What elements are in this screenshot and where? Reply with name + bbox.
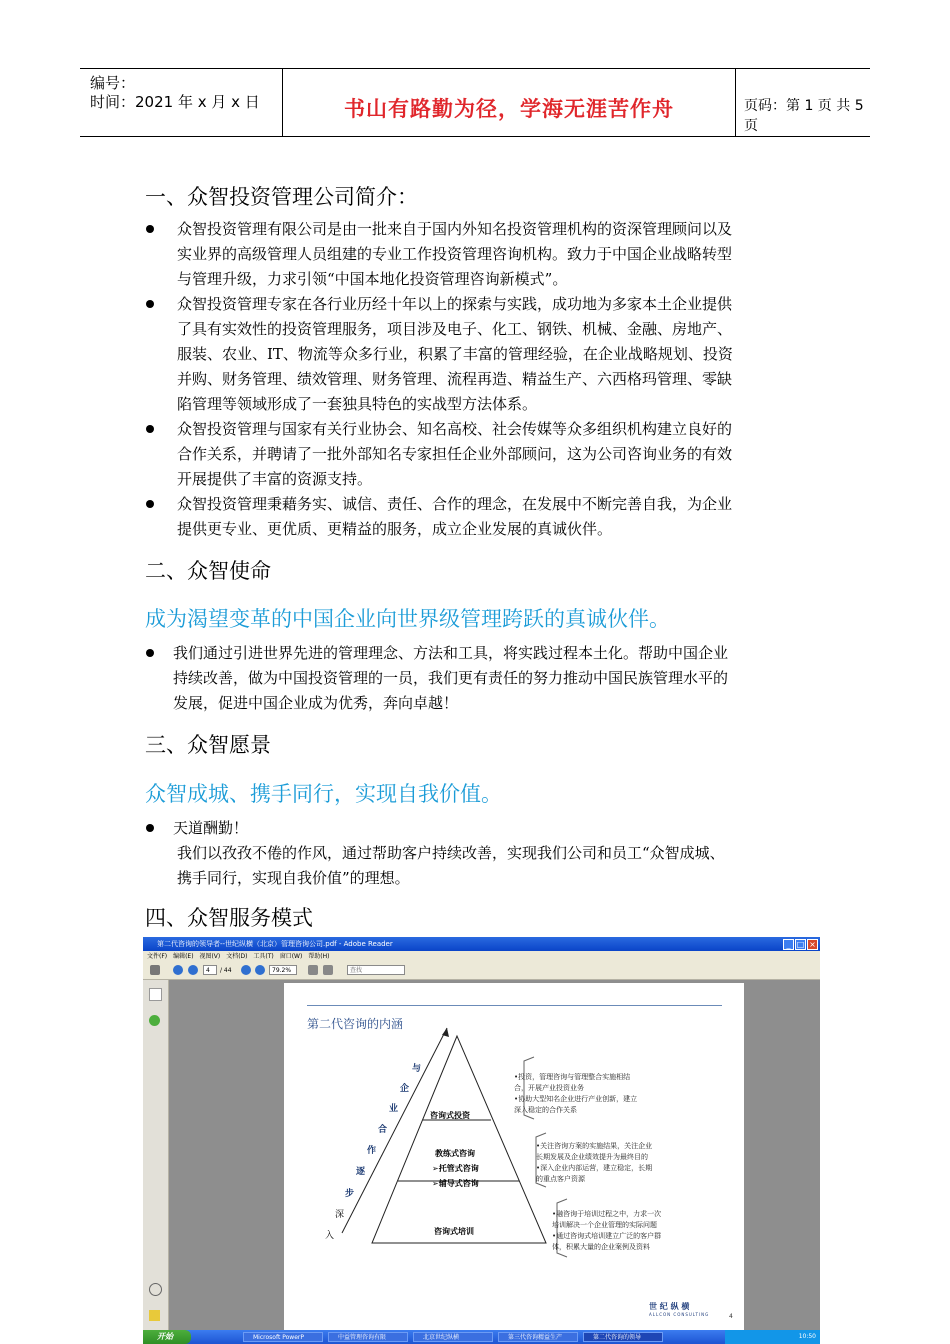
diagonal-char: 合: [378, 1125, 388, 1135]
clock: 10:50: [798, 1333, 816, 1340]
menu-help[interactable]: 帮助(H): [308, 953, 330, 960]
text-line: 开展提供了丰富的资源支持。: [177, 470, 373, 488]
diagonal-char: 业: [389, 1104, 399, 1114]
section1-paragraph-2: [177, 292, 807, 417]
bullet-dot: [146, 649, 154, 657]
header-motto-cell: [283, 69, 736, 136]
window-title: 第二代咨询的领导者--世纪纵横（北京）管理咨询公司.pdf - Adobe Reader: [157, 940, 393, 948]
bullet-dot: [146, 500, 154, 508]
note-block-bottom: [552, 1209, 661, 1253]
section1-title: 一、众智投资管理公司简介：: [145, 185, 418, 209]
page-info: 页码：第 1 页 共 5 页: [744, 98, 864, 134]
time-label: 时间：2021 年 x 月 x 日: [90, 93, 260, 111]
bullet-dot: [146, 300, 154, 308]
company-logo: [649, 1301, 709, 1317]
close-icon[interactable]: ×: [807, 939, 818, 950]
section1-paragraph-4: [177, 492, 807, 542]
menu-bar: [143, 951, 820, 962]
vision-slogan: 众智成城、携手同行，实现自我价值。: [145, 782, 502, 806]
text-line: 与管理升级，力求引领“中国本地化投资管理咨询新模式”。: [177, 270, 568, 288]
section1-paragraph-3: [177, 417, 807, 492]
text-line: 并购、财务管理、绩效管理、财务管理、流程再造、精益生产、六西格玛管理、零缺: [177, 370, 733, 388]
pyramid-diagram: [284, 983, 744, 1330]
header-page-cell: [736, 69, 870, 136]
bookmark-icon[interactable]: [149, 1015, 160, 1026]
task-item[interactable]: 中益管理咨询有限: [328, 1332, 408, 1342]
bullet-dot: [146, 824, 154, 832]
zoom-level-input[interactable]: 79.2%: [269, 965, 297, 975]
menu-file[interactable]: 文件(F): [147, 953, 168, 960]
bullet-dot: [146, 425, 154, 433]
slide-title: 第二代咨询的内涵: [307, 1017, 404, 1031]
text-line: 陷管理等领域形成了一套独具特色的实战型方法体系。: [177, 395, 538, 413]
logo-text: 世 纪 纵 横: [649, 1302, 690, 1311]
note-line: 深入稳定的合作关系: [514, 1106, 577, 1114]
note-line: •通过咨询式培训建立广泛的客户群: [552, 1232, 662, 1240]
text-line: 实业界的高级管理人员组建的专业工作投资管理咨询机构。致力于中国企业战略转型: [177, 245, 733, 263]
logo-subtext: ALLCON CONSULTING: [649, 1312, 710, 1317]
document-viewer: [169, 980, 820, 1330]
menu-tools[interactable]: 工具(T): [253, 953, 274, 960]
vision-paragraph: [173, 816, 807, 891]
text-line: 众智投资管理专家在各行业历经十年以上的探索与实践，成功地为多家本土企业提供: [177, 295, 733, 313]
motto: 书山有路勤为径，学海无涯苦作舟: [344, 97, 674, 121]
text-line: 我们通过引进世界先进的管理理念、方法和工具，将实践过程本土化。帮助中国企业: [173, 644, 729, 662]
system-tray: [725, 1330, 820, 1344]
section2-title: 二、众智使命: [145, 559, 271, 583]
note-line: •融咨询于培训过程之中，力求一次: [552, 1210, 662, 1218]
text-line: 了具有实效性的投资管理服务，项目涉及电子、化工、钢铁、机械、金融、房地产、: [177, 320, 733, 338]
taskbar: [143, 1330, 820, 1344]
attachment-icon[interactable]: [149, 1283, 162, 1296]
section4-title: 四、众智服务模式: [145, 906, 313, 930]
menu-view[interactable]: 视图(V): [199, 953, 221, 960]
text-line: 持续改善，做为中国投资管理的一员，我们更有责任的努力推动中国民族管理水平的: [173, 669, 729, 687]
diagonal-char: 深: [335, 1210, 345, 1220]
note-line: 长期发展及企业绩效提升为最终目的: [536, 1153, 648, 1161]
minimize-icon[interactable]: _: [783, 939, 794, 950]
prev-page-icon[interactable]: [173, 965, 183, 975]
zoom-in-icon[interactable]: [255, 965, 265, 975]
text-line: 众智投资管理与国家有关行业协会、知名高校、社会传媒等众多组织机构建立良好的: [177, 420, 733, 438]
note-line: •深入企业内部运营，建立稳定，长期: [536, 1164, 653, 1172]
window-controls: [782, 938, 818, 952]
bullet-dot: [146, 225, 154, 233]
task-item[interactable]: 北京世纪纵横: [413, 1332, 493, 1342]
note-line: 的重点客户资源: [536, 1175, 585, 1183]
text-line: 携手同行，实现自我价值”的理想。: [177, 869, 410, 887]
task-item-active[interactable]: 第二代咨询的领导: [583, 1332, 663, 1342]
pyramid-bottom-label: 咨询式培训: [434, 1227, 474, 1236]
start-button[interactable]: 开始: [143, 1330, 191, 1344]
text-line: 我们以孜孜不倦的作风，通过帮助客户持续改善，实现我们公司和员工“众智成城、: [177, 844, 725, 862]
text-line: 众智投资管理秉藉务实、诚信、责任、合作的理念，在发展中不断完善自我，为企业: [177, 495, 733, 513]
task-item[interactable]: Microsoft PowerP: [243, 1332, 323, 1342]
maximize-icon[interactable]: □: [796, 940, 805, 949]
pages-icon[interactable]: [149, 988, 162, 1001]
note-block-top: [514, 1072, 637, 1116]
text-line: 众智投资管理有限公司是由一批来自于国内外知名投资管理机构的资深管理顾问以及: [177, 220, 733, 238]
diagonal-char: 入: [325, 1231, 335, 1241]
diagonal-char: 逐: [356, 1167, 366, 1177]
pdf-page: [284, 983, 744, 1330]
note-line: 培训解决一个企业管理的实际问题: [552, 1221, 657, 1229]
zoom-out-icon[interactable]: [241, 965, 251, 975]
slide-page-number: 4: [729, 1313, 733, 1320]
text-line: 天道酬勤！: [173, 819, 249, 837]
note-line: •协助大型知名企业进行产业创新，建立: [514, 1095, 638, 1103]
text-line: 提供更专业、更优质、更精益的服务，成立企业发展的真诚伙伴。: [177, 520, 613, 538]
pyramid-middle-title: 教练式咨询: [435, 1149, 475, 1158]
diagonal-char: 作: [367, 1146, 377, 1156]
page-total: / 44: [220, 967, 232, 974]
task-item[interactable]: 第三代咨询精益生产: [498, 1332, 578, 1342]
comment-icon[interactable]: [149, 1310, 160, 1321]
next-page-icon[interactable]: [188, 965, 198, 975]
embedded-screenshot: [143, 937, 820, 1344]
section1-paragraph-1: [177, 217, 807, 292]
search-input[interactable]: 查找: [347, 965, 405, 975]
window-titlebar: [143, 937, 820, 951]
print-icon[interactable]: [150, 965, 160, 975]
note-line: •投资，管理咨询与管理整合实施相结: [514, 1073, 631, 1081]
diagonal-char: 企: [400, 1084, 410, 1094]
navigation-panel: [143, 980, 169, 1330]
menu-document[interactable]: 文档(D): [226, 953, 248, 960]
text-line: 合作关系，并聘请了一批外部知名专家担任企业外部顾问，这为公司咨询业务的有效: [177, 445, 733, 463]
text-line: 服装、农业、IT、物流等众多行业，积累了丰富的管理经验，在企业战略规划、投资: [177, 345, 733, 363]
page-number-input[interactable]: 4: [203, 965, 217, 975]
note-block-middle: [536, 1141, 652, 1185]
pyramid-middle-item: ➢托管式咨询: [432, 1164, 479, 1173]
pyramid-middle-item: ➢辅导式咨询: [432, 1179, 479, 1188]
diagonal-char: 与: [412, 1064, 422, 1074]
diagonal-char: 步: [345, 1189, 355, 1199]
note-line: 合，开展产业投资业务: [514, 1084, 584, 1092]
menu-window[interactable]: 窗口(W): [279, 953, 303, 960]
mission-slogan: 成为渴望变革的中国企业向世界级管理跨跃的真诚伙伴。: [145, 607, 670, 631]
number-label: 编号：: [90, 74, 136, 92]
fit-page-icon[interactable]: [308, 965, 318, 975]
fit-width-icon[interactable]: [323, 965, 333, 975]
note-line: 体，积累大量的企业案例及资料: [552, 1243, 650, 1251]
text-line: 发展，促进中国企业成为优秀，奔向卓越！: [173, 694, 459, 712]
note-line: •关注咨询方案的实施结果，关注企业: [536, 1142, 653, 1150]
menu-edit[interactable]: 编辑(E): [173, 953, 194, 960]
toolbar: [143, 962, 820, 980]
section3-title: 三、众智愿景: [145, 733, 271, 757]
header-meta-cell: [80, 69, 283, 136]
mission-paragraph: [173, 641, 807, 716]
page-header: [80, 68, 870, 137]
pyramid-top-label: 咨询式投资: [430, 1111, 470, 1120]
